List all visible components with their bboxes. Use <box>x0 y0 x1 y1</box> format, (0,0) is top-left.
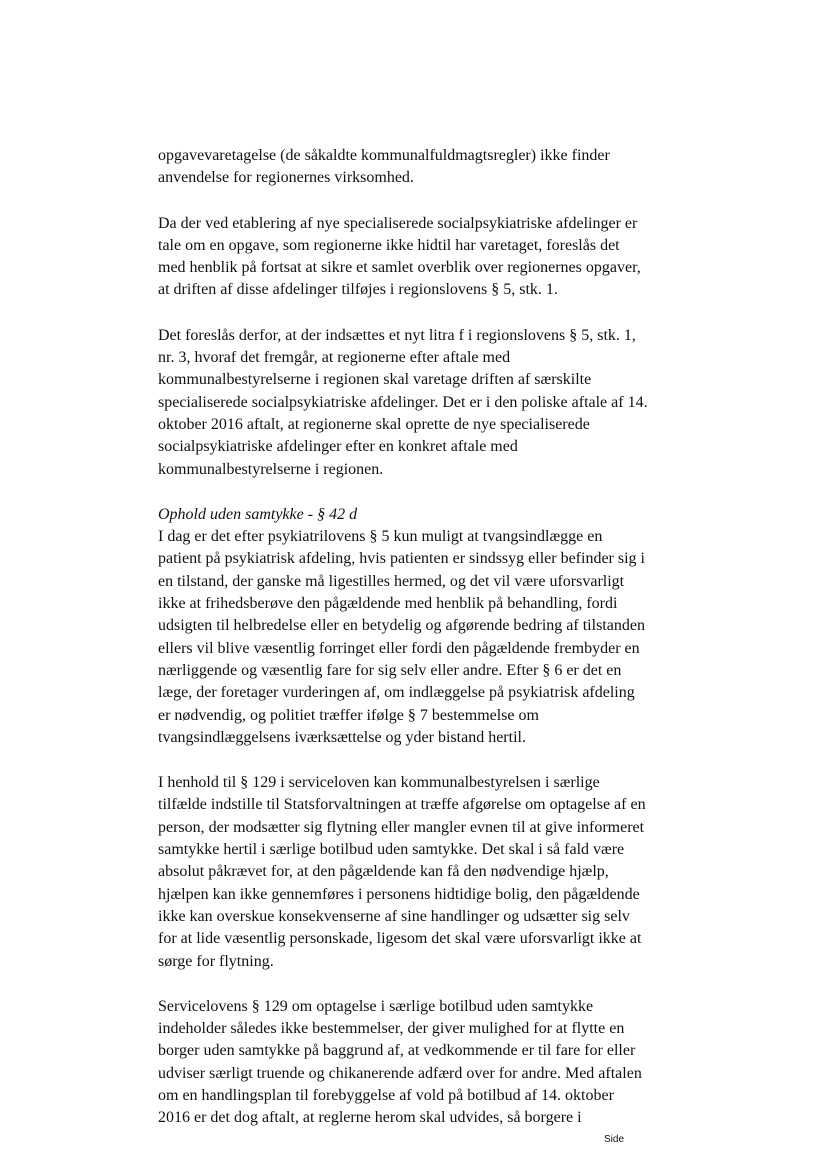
text-line: sørge for flytning. <box>158 952 274 970</box>
text-line: indeholder således ikke bestemmelser, der giver mulighed for at flytte en <box>158 1020 625 1038</box>
text-line: oktober 2016 aftalt, at regionerne skal oprette de nye specialiserede <box>158 415 590 433</box>
document-body <box>158 145 678 1130</box>
text-line: læge, der foretager vurderingen af, om indlæggelse på psykiatrisk afdeling <box>158 684 635 702</box>
text-line: udsigten til helbredelse eller en betydelig og afgørende bedring af tilstanden <box>158 617 645 635</box>
page-side-label: Side <box>604 1134 625 1145</box>
text-line: en tilstand, der ganske må ligestilles hermed, og det vil være uforsvarligt <box>158 572 625 590</box>
paragraph-3 <box>158 325 678 481</box>
text-line: nr. 3, hvoraf det fremgår, at regionerne efter aftale med <box>158 349 511 367</box>
paragraph-5 <box>158 772 678 973</box>
text-line: person, der modsætter sig flytning eller mangler evnen til at give informeret <box>158 818 645 836</box>
text-line: samtykke hertil i særlige botilbud uden samtykke. Det skal i så fald være <box>158 841 625 859</box>
text-line: tale om en opgave, som regionerne ikke hidtil har varetaget, foreslås det <box>158 236 620 254</box>
paragraph-2 <box>158 213 678 302</box>
text-line: ikke kan overskue konsekvenserne af sine handlinger og udsætter sig selv <box>158 907 630 925</box>
text-line: for at lide væsentlig personskade, ligesom det skal være uforsvarligt ikke at <box>158 930 642 948</box>
text-line: opgavevaretagelse (de såkaldte kommunalfuldmagtsregler) ikke finder <box>158 147 610 164</box>
text-line: at driften af disse afdelinger tilføjes i regionslovens § 5, stk. 1. <box>158 281 558 299</box>
text-line: er nødvendig, og politiet træffer ifølge § 7 bestemmelse om <box>158 706 539 724</box>
text-line: patient på psykiatrisk afdeling, hvis patienten er sindssyg eller befinder sig i <box>158 550 645 568</box>
text-line: Servicelovens § 129 om optagelse i særlige botilbud uden samtykke <box>158 997 594 1015</box>
text-line: kommunalbestyrelserne i regionen. <box>158 460 384 478</box>
text-line: specialiserede socialpsykiatriske afdelinger. Det er i den poliske aftale af 14. <box>158 393 648 411</box>
text-line: 2016 er det dog aftalt, at reglerne herom skal udvides, så borgere i <box>158 1109 582 1127</box>
text-line: I dag er det efter psykiatrilovens § 5 kun muligt at tvangsindlægge en <box>158 528 603 546</box>
text-line: I henhold til § 129 i serviceloven kan kommunalbestyrelsen i særlige <box>158 774 600 792</box>
text-line: udviser særligt truende og chikanerende adfærd over for andre. Med aftalen <box>158 1064 642 1082</box>
paragraph-6 <box>158 996 678 1130</box>
text-line: med henblik på fortsat at sikre et samlet overblik over regionernes opgaver, <box>158 259 641 277</box>
paragraph-1 <box>158 145 678 190</box>
text-line: borger uden samtykke på baggrund af, at vedkommende er til fare for eller <box>158 1042 636 1060</box>
text-line: ikke at frihedsberøve den pågældende med henblik på behandling, fordi <box>158 595 618 613</box>
text-line: Det foreslås derfor, at der indsættes et nyt litra f i regionslovens § 5, stk. 1, <box>158 326 636 344</box>
paragraph-4 <box>158 504 678 749</box>
text-line: ellers vil blive væsentlig forringet eller fordi den pågældende frembyder en <box>158 639 640 657</box>
text-line: anvendelse for regionernes virksomhed. <box>158 169 414 187</box>
section-heading: Ophold uden samtykke - § 42 d <box>158 505 358 523</box>
text-line: nærliggende og væsentlig fare for sig selv eller andre. Efter § 6 er det en <box>158 661 622 679</box>
text-line: tilfælde indstille til Statsforvaltningen at træffe afgørelse om optagelse af en <box>158 796 646 814</box>
text-line: om en handlingsplan til forebyggelse af vold på botilbud af 14. oktober <box>158 1086 614 1104</box>
text-line: hjælpen kan ikke gennemføres i personens hidtidige bolig, den pågældende <box>158 885 640 903</box>
text-line: tvangsindlæggelsens iværksættelse og yder bistand hertil. <box>158 728 526 746</box>
text-line: kommunalbestyrelserne i regionen skal varetage driften af særskilte <box>158 371 592 389</box>
text-line: socialpsykiatriske afdelinger efter en konkret aftale med <box>158 438 518 456</box>
text-line: absolut påkrævet for, at den pågældende kan få den nødvendige hjælp, <box>158 863 609 881</box>
text-line: Da der ved etablering af nye specialiserede socialpsykiatriske afdelinger er <box>158 214 638 232</box>
